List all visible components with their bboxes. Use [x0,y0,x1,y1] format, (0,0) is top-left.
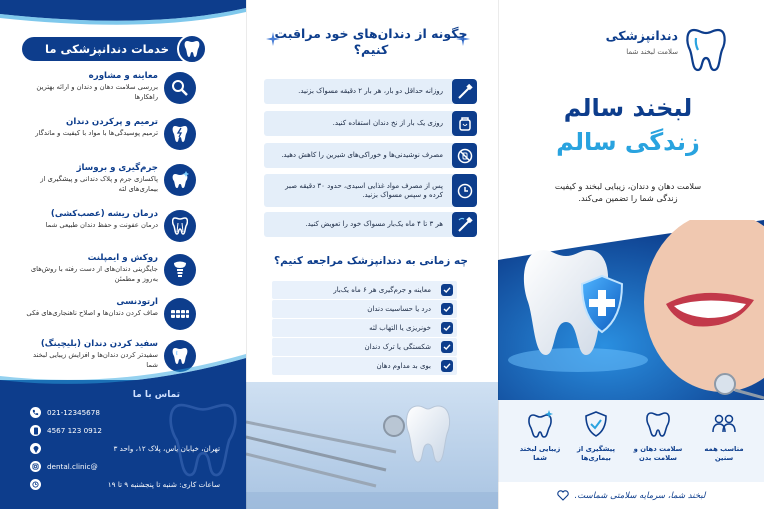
instagram-icon [30,461,41,472]
contact-value: 0912 123 4567 [47,426,102,435]
services-panel [0,0,246,509]
dental-tools-image [246,382,498,509]
service-title: درمان ریشه (عصب‌کشی) [50,209,158,219]
hero-image [498,220,764,400]
tooth-logo-icon [684,26,728,72]
service-desc: سفیدتر کردن دندان‌ها و افزایش زیبایی لبخند شما [33,351,158,369]
care-tip [264,174,477,207]
check-icon [441,303,453,315]
tooth-logo-icon [177,34,207,64]
brand-subtitle: سلامت لبخند شما [626,48,678,56]
floss-icon [452,111,477,136]
service-title: جرم‌گیری و بروساژ [76,163,158,173]
feature-label: زیبایی لبخند شما [519,445,561,462]
care-tip [264,79,477,104]
fold-line [246,0,247,509]
care-tip [264,143,477,168]
feature-label: مناسب همه سنین [704,445,744,462]
care-tip-text: پس از مصرف مواد غذایی اسیدی، حدود ۳۰ دقیقه صبر کرده و سپس مسواک بزنید. [285,181,443,199]
service-item-implant [0,252,246,292]
visit-item-text: معاینه و جرم‌گیری هر ۶ ماه یک‌بار [333,286,431,294]
contact-value: 021-12345678 [47,408,100,417]
sparkle-tooth-icon [164,164,196,196]
visit-item-text: بوی بد مداوم دهان [376,362,431,370]
visit-item-text: شکستگی یا ترک دندان [364,343,431,351]
service-desc: ترمیم پوسیدگی‌ها با مواد با کیفیت و ماندگار [35,129,158,137]
no-sugar-icon [452,143,477,168]
tooth-repair-icon [164,118,196,150]
slogan-text: لبخند شما، سرمایه سلامتی شماست. [574,490,706,501]
heart-icon [557,490,569,501]
service-item-filling [0,116,246,156]
feature-item [698,410,750,463]
brand [548,26,728,74]
healthy-tooth-icon [644,410,672,438]
care-tip [264,111,477,136]
brand-name: دندانپزشکی [605,28,678,43]
shield-check-icon [582,410,610,438]
visit-item-text: خونریزی یا التهاب لثه [369,324,431,332]
care-title: چگونه از دندان‌های خود مراقبت کنیم؟ [274,26,468,57]
care-tip-text: هر ۳ تا ۴ ماه یک‌بار مسواک خود را تعویض کنید. [305,220,443,228]
toothbrush-icon [452,79,477,104]
clock-icon [30,479,41,490]
shining-tooth-icon [526,410,554,438]
slogan [498,482,764,509]
top-wave-decoration [0,0,246,30]
phone-icon [30,407,41,418]
feature-item [632,410,684,463]
visit-item [272,357,457,375]
visit-item [272,319,457,337]
service-desc: صاف کردن دندان‌ها و اصلاح ناهنجاری‌های فکی [26,309,158,317]
care-tip-text: مصرف نوشیدنی‌ها و خوراکی‌های شیرین را کاهش دهید. [281,151,443,159]
mobile-icon [30,425,41,436]
service-item-orthodontics [0,296,246,336]
care-panel [246,0,498,509]
check-icon [441,360,453,372]
feature-label: سلامت دهان و سلامت بدن [633,445,683,462]
check-icon [441,284,453,296]
check-icon [441,341,453,353]
family-icon [710,410,738,438]
care-tip [264,212,477,237]
service-item-root-canal [0,208,246,248]
hero-intro: سلامت دهان و دندان، زیبایی لبخند و کیفیت زندگی شما را تضمین می‌کند. [554,181,702,203]
services-title [22,37,205,61]
care-tip-text: روزی یک بار از نخ دندان استفاده کنید. [332,119,443,127]
cover-panel [498,0,764,509]
service-title: ترمیم و پرکردن دندان [65,117,158,127]
service-desc: پاکسازی جرم و پلاک دندانی و پیشگیری از بیماری‌های لثه [40,175,158,193]
visit-item [272,300,457,318]
clock-icon [452,174,477,207]
contact-value: تهران، خیابان یاس، پلاک ۱۲، واحد ۳ [113,444,220,453]
feature-item [570,410,622,463]
service-desc: جایگزینی دندان‌های از دست رفته با روش‌های به‌روز و مطمئن [30,265,158,283]
contact-value: ساعات کاری: شنبه تا پنجشنبه ۹ تا ۱۹ [107,480,220,489]
service-title: روکش و ایمپلنت [87,253,158,263]
services-title-text: خدمات دندانپزشکی ما [45,42,169,56]
contact-title: تماس با ما [132,390,180,400]
implant-icon [164,254,196,286]
visit-item [272,338,457,356]
features-bar [498,400,764,482]
check-icon [441,322,453,334]
hero-line1: لبخند سالم [563,94,693,122]
fold-line [498,0,499,509]
location-icon [30,443,41,454]
contact-curve-decoration [0,354,246,394]
service-desc: درمان عفونت و حفظ دندان طبیعی شما [45,221,158,229]
background-tooth-icon [168,400,238,480]
braces-icon [164,298,196,330]
contact-hours [30,479,220,490]
feature-item [514,410,566,463]
service-item-cleaning [0,162,246,202]
service-title: معاینه و مشاوره [88,71,158,81]
feature-label: پیشگیری از بیماری‌ها [576,445,616,462]
care-tip-text: روزانه حداقل دو بار، هر بار ۲ دقیقه مسواک بزنید. [298,87,443,95]
hero-line2: زندگی سالم [556,128,700,156]
visit-item [272,281,457,299]
service-item-exam [0,70,246,110]
tooth-root-icon [164,210,196,242]
toothbrush-replace-icon [452,212,477,237]
service-title: سفید کردن دندان (بلیچینگ) [40,339,158,349]
contact-value: @dental.clinic [47,462,98,471]
service-title: ارتودنسی [116,297,158,307]
visit-item-text: درد یا حساسیت دندان [367,305,431,313]
visit-title: چه زمانی به دندانپزشک مراجعه کنیم؟ [274,255,468,267]
service-desc: بررسی سلامت دهان و دندان و ارائه بهترین راهکارها [36,83,158,101]
magnifier-icon [164,72,196,104]
